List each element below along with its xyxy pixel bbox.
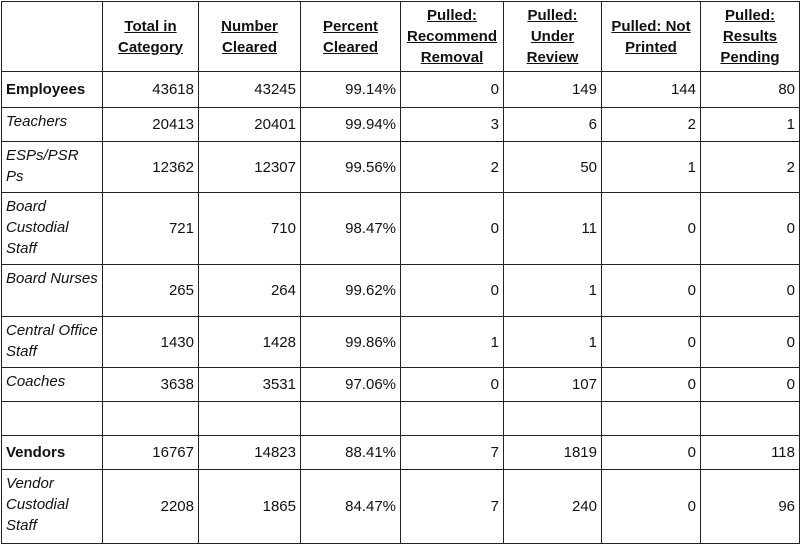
- cell-percent: 99.14%: [301, 72, 401, 108]
- cell-recommend-removal: 0: [401, 193, 504, 265]
- cell-results-pending: 2: [701, 142, 800, 193]
- cell-under-review: 107: [504, 368, 602, 402]
- cell-not-printed: 0: [602, 265, 701, 317]
- table-row-board-custodial-staff: [2, 193, 800, 265]
- header-total-in-category: Total in Category: [103, 2, 199, 72]
- cell-not-printed: 0: [602, 436, 701, 470]
- cell-recommend-removal: 0: [401, 368, 504, 402]
- cell-recommend-removal: 0: [401, 265, 504, 317]
- cell-percent: 99.62%: [301, 265, 401, 317]
- cell-percent: 84.47%: [301, 470, 401, 544]
- cell-not-printed: 0: [602, 317, 701, 368]
- table-row-spacer: [2, 402, 800, 436]
- cell-recommend-removal: [401, 402, 504, 436]
- cell-recommend-removal: 7: [401, 436, 504, 470]
- row-label: ESPs/PSR Ps: [2, 142, 103, 193]
- cell-not-printed: [602, 402, 701, 436]
- cell-not-printed: 0: [602, 470, 701, 544]
- header-pulled-results-pending: Pulled: Results Pending: [701, 2, 800, 72]
- table-row-vendors: [2, 436, 800, 470]
- row-label: Teachers: [2, 108, 103, 142]
- cell-percent: 99.56%: [301, 142, 401, 193]
- table-row-esps: [2, 142, 800, 193]
- cell-under-review: 11: [504, 193, 602, 265]
- cell-cleared: [199, 402, 301, 436]
- table-row-vendor-custodial-staff: [2, 470, 800, 544]
- cell-under-review: 149: [504, 72, 602, 108]
- table-row-employees: [2, 72, 800, 108]
- table-row-board-nurses: [2, 265, 800, 317]
- header-pulled-not-printed: Pulled: Not Printed: [602, 2, 701, 72]
- cell-total: 265: [103, 265, 199, 317]
- cell-results-pending: [701, 402, 800, 436]
- cell-percent: 97.06%: [301, 368, 401, 402]
- cell-not-printed: 2: [602, 108, 701, 142]
- cell-recommend-removal: 7: [401, 470, 504, 544]
- cell-under-review: 1: [504, 265, 602, 317]
- row-label: Vendors: [2, 436, 103, 470]
- cell-results-pending: 80: [701, 72, 800, 108]
- cell-under-review: [504, 402, 602, 436]
- row-label: Employees: [2, 72, 103, 108]
- row-label: Board Custodial Staff: [2, 193, 103, 265]
- cell-cleared: 20401: [199, 108, 301, 142]
- header-pulled-under-review: Pulled: Under Review: [504, 2, 602, 72]
- header-percent-cleared: Percent Cleared: [301, 2, 401, 72]
- header-cell-blank: [2, 2, 103, 72]
- cell-results-pending: 0: [701, 368, 800, 402]
- cell-results-pending: 1: [701, 108, 800, 142]
- cell-total: 2208: [103, 470, 199, 544]
- cell-percent: 98.47%: [301, 193, 401, 265]
- cell-results-pending: 96: [701, 470, 800, 544]
- cell-under-review: 50: [504, 142, 602, 193]
- header-number-cleared: Number Cleared: [199, 2, 301, 72]
- cell-not-printed: 0: [602, 368, 701, 402]
- cell-cleared: 264: [199, 265, 301, 317]
- cell-total: 43618: [103, 72, 199, 108]
- cell-total: 721: [103, 193, 199, 265]
- cell-results-pending: 0: [701, 265, 800, 317]
- table-row-central-office-staff: [2, 317, 800, 368]
- cell-total: 12362: [103, 142, 199, 193]
- row-label: Vendor Custodial Staff: [2, 470, 103, 544]
- cell-total: 1430: [103, 317, 199, 368]
- cell-total: 16767: [103, 436, 199, 470]
- header-pulled-recommend-removal: Pulled: Recommend Removal: [401, 2, 504, 72]
- row-label: Coaches: [2, 368, 103, 402]
- cell-under-review: 6: [504, 108, 602, 142]
- cell-not-printed: 144: [602, 72, 701, 108]
- cell-results-pending: 0: [701, 317, 800, 368]
- cell-recommend-removal: 0: [401, 72, 504, 108]
- table-row-teachers: [2, 108, 800, 142]
- cell-under-review: 1: [504, 317, 602, 368]
- cell-cleared: 1428: [199, 317, 301, 368]
- cell-percent: 99.86%: [301, 317, 401, 368]
- cell-results-pending: 118: [701, 436, 800, 470]
- cell-cleared: 3531: [199, 368, 301, 402]
- header-row: [2, 2, 800, 72]
- cell-recommend-removal: 2: [401, 142, 504, 193]
- cell-cleared: 14823: [199, 436, 301, 470]
- clearance-table: [1, 1, 800, 544]
- cell-cleared: 12307: [199, 142, 301, 193]
- table-row-coaches: [2, 368, 800, 402]
- cell-recommend-removal: 1: [401, 317, 504, 368]
- cell-cleared: 710: [199, 193, 301, 265]
- cell-percent: 88.41%: [301, 436, 401, 470]
- cell-total: 3638: [103, 368, 199, 402]
- cell-total: 20413: [103, 108, 199, 142]
- row-label: Board Nurses: [2, 265, 103, 317]
- cell-cleared: 43245: [199, 72, 301, 108]
- cell-not-printed: 0: [602, 193, 701, 265]
- cell-cleared: 1865: [199, 470, 301, 544]
- row-label: [2, 402, 103, 436]
- cell-percent: 99.94%: [301, 108, 401, 142]
- row-label: Central Office Staff: [2, 317, 103, 368]
- cell-recommend-removal: 3: [401, 108, 504, 142]
- cell-results-pending: 0: [701, 193, 800, 265]
- cell-not-printed: 1: [602, 142, 701, 193]
- cell-percent: [301, 402, 401, 436]
- cell-total: [103, 402, 199, 436]
- cell-under-review: 240: [504, 470, 602, 544]
- cell-under-review: 1819: [504, 436, 602, 470]
